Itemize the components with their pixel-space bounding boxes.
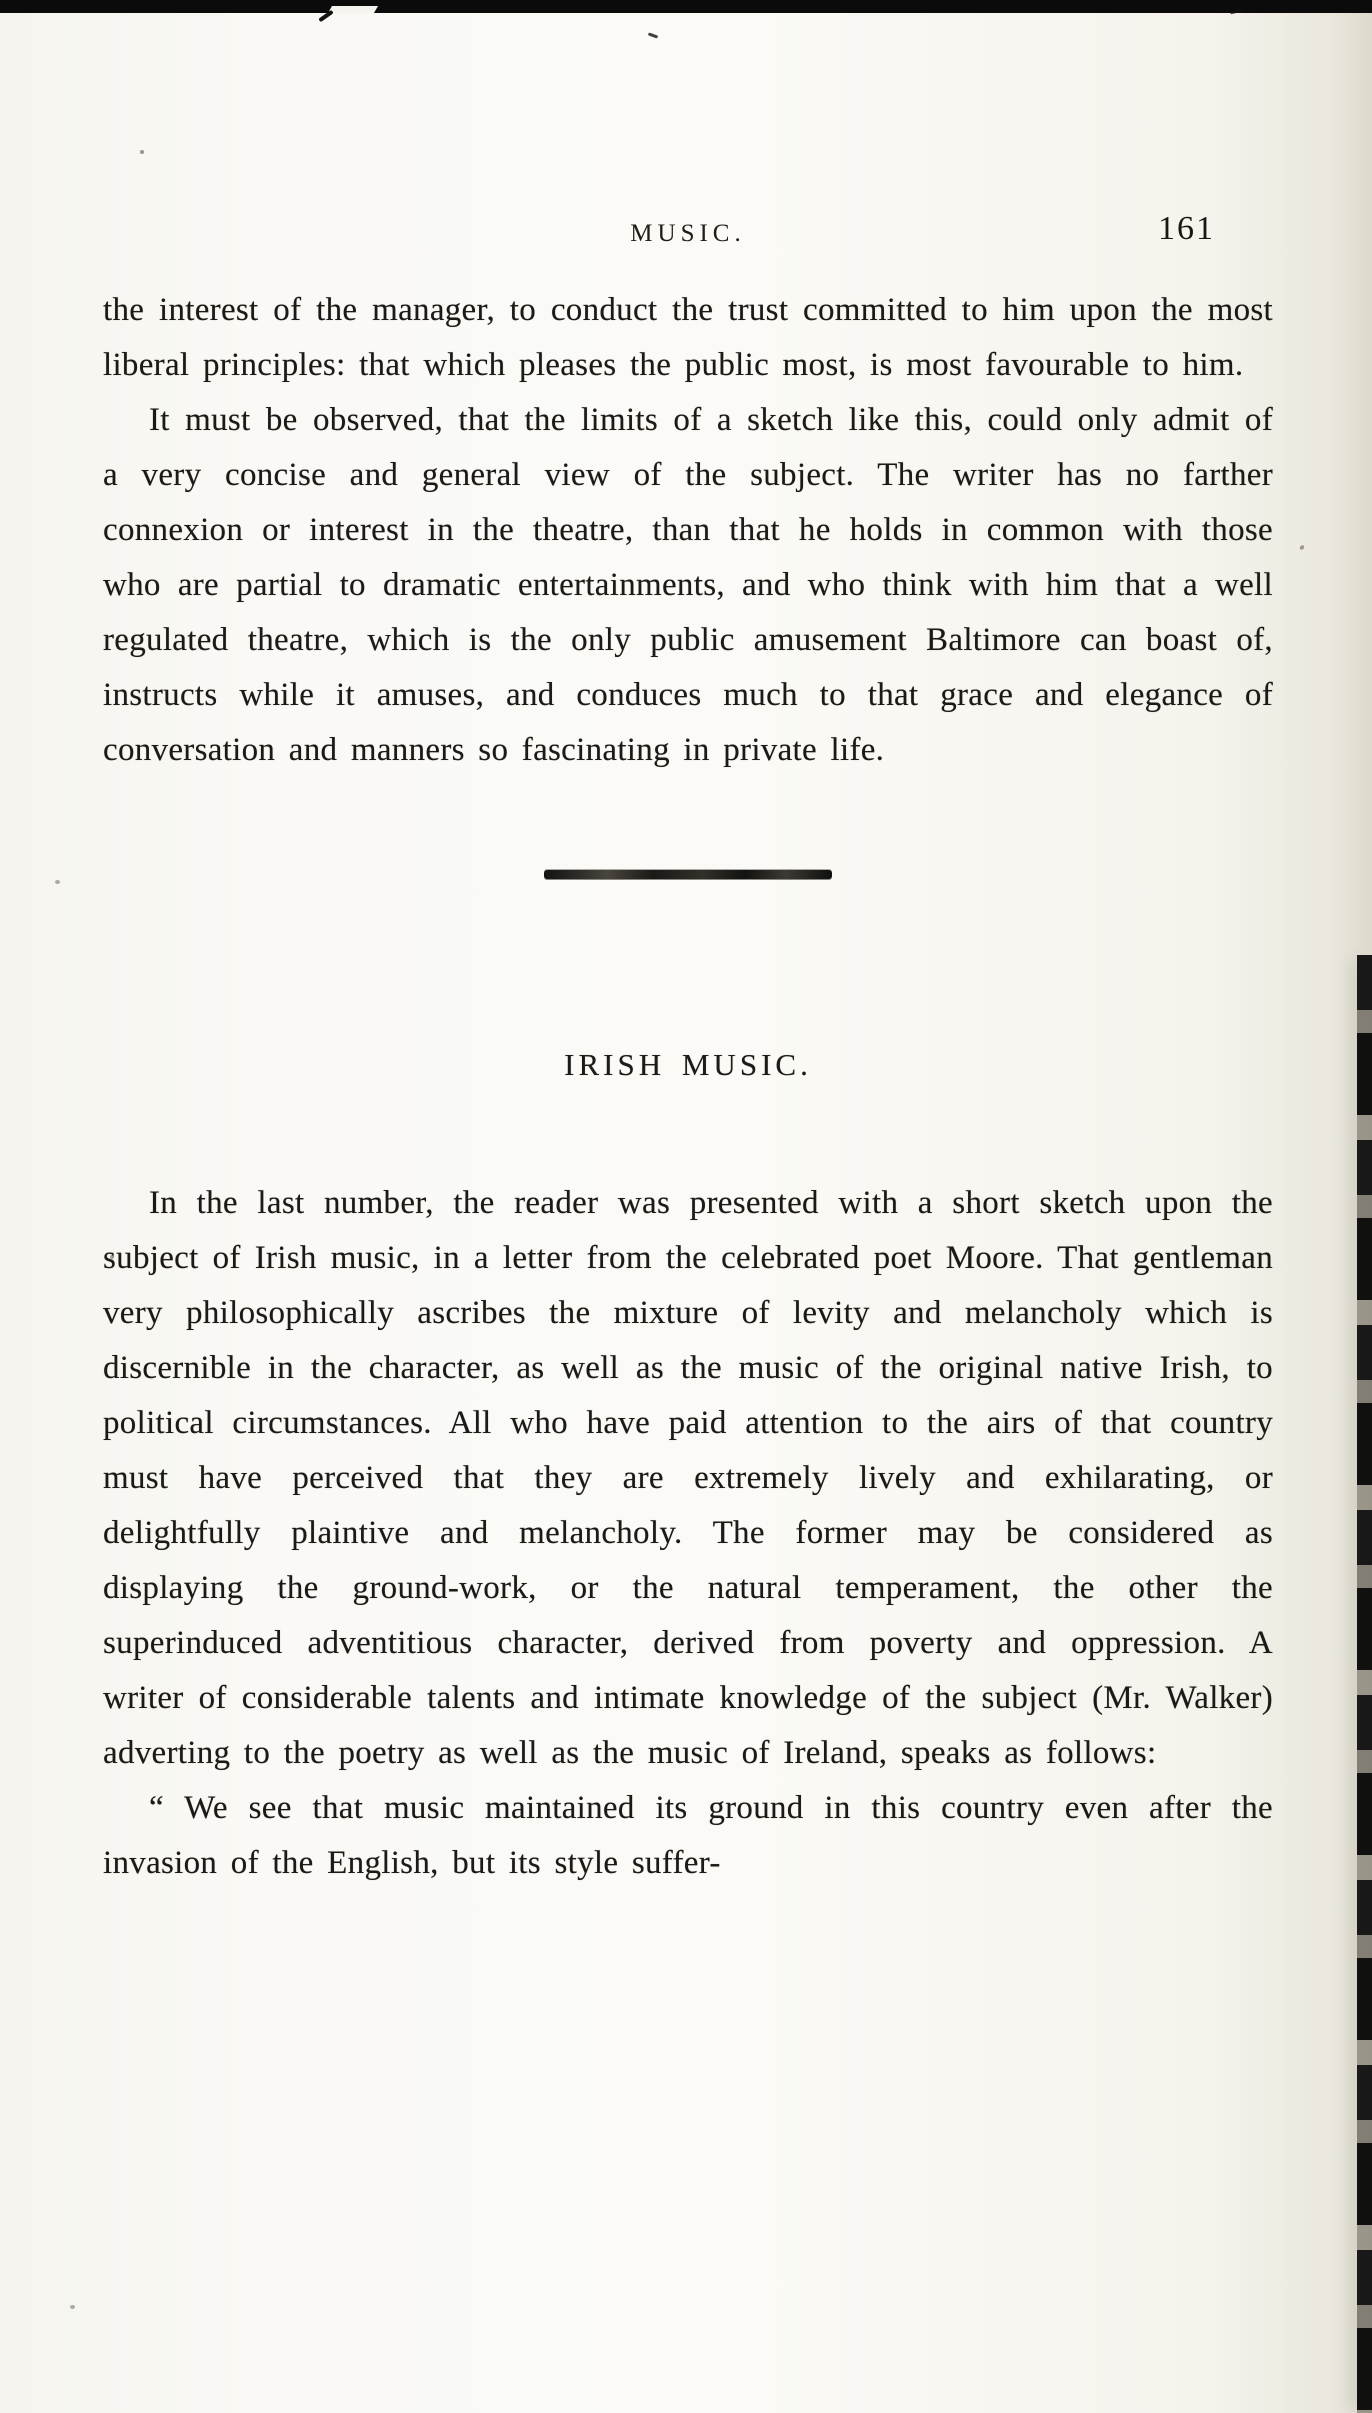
scan-speck — [1299, 544, 1305, 550]
paragraph-quote: “ We see that music maintained its ground in this country even after the invasion of the English, but its style suffer- — [103, 1790, 1273, 1881]
paragraph: It must be observed, that the limits of a sketch like this, could only admit of a very concise and general view of the subject. The writer has no farther connexion or interest in the theatre, than that he holds in common with those who are partial to dramatic entertainments, and who think with him that a well regulated theatre, which is the only public amusement Baltimore can boast of, instructs while it amuses, and conduces much to that grace and elegance of conversation and manners so fascinating in private life. — [103, 402, 1273, 768]
scan-edge-right — [1357, 955, 1372, 2413]
scan-speck — [55, 880, 60, 884]
paragraph-continuation: the interest of the manager, to conduct the trust committed to him upon the most liberal principles: that which pleases the public most, is most favourable to him. — [103, 292, 1273, 383]
paragraph: In the last number, the reader was presented with a short sketch upon the subject of Irish music, in a letter from the celebrated poet Moore. That gentleman very philosophically ascribes the mixture of levity and melancholy which is discernible in the character, as well as the music of the original native Irish, to political circumstances. All who have paid attention to the airs of that country must have perceived that they are extremely lively and exhilarating, or delightfully plaintive and melancholy. The former may be considered as displaying the ground-work, or the natural temperament, the other the superinduced adventitious character, derived from poverty and oppression. A writer of considerable talents and intimate knowledge of the subject (Mr. Walker) adverting to the poetry as well as the music of Ireland, speaks as follows: — [103, 1185, 1273, 1771]
page-number: 161 — [1158, 210, 1215, 247]
running-head — [103, 210, 1273, 264]
scan-edge-top — [0, 0, 1372, 13]
page-text-block — [103, 283, 1273, 1891]
running-title: MUSIC. — [630, 220, 746, 247]
scan-artifact — [648, 32, 658, 38]
section-title: IRISH MUSIC. — [564, 1047, 812, 1082]
scan-speck — [140, 150, 144, 154]
scan-speck — [70, 2305, 75, 2309]
section-divider-rule — [544, 870, 832, 879]
